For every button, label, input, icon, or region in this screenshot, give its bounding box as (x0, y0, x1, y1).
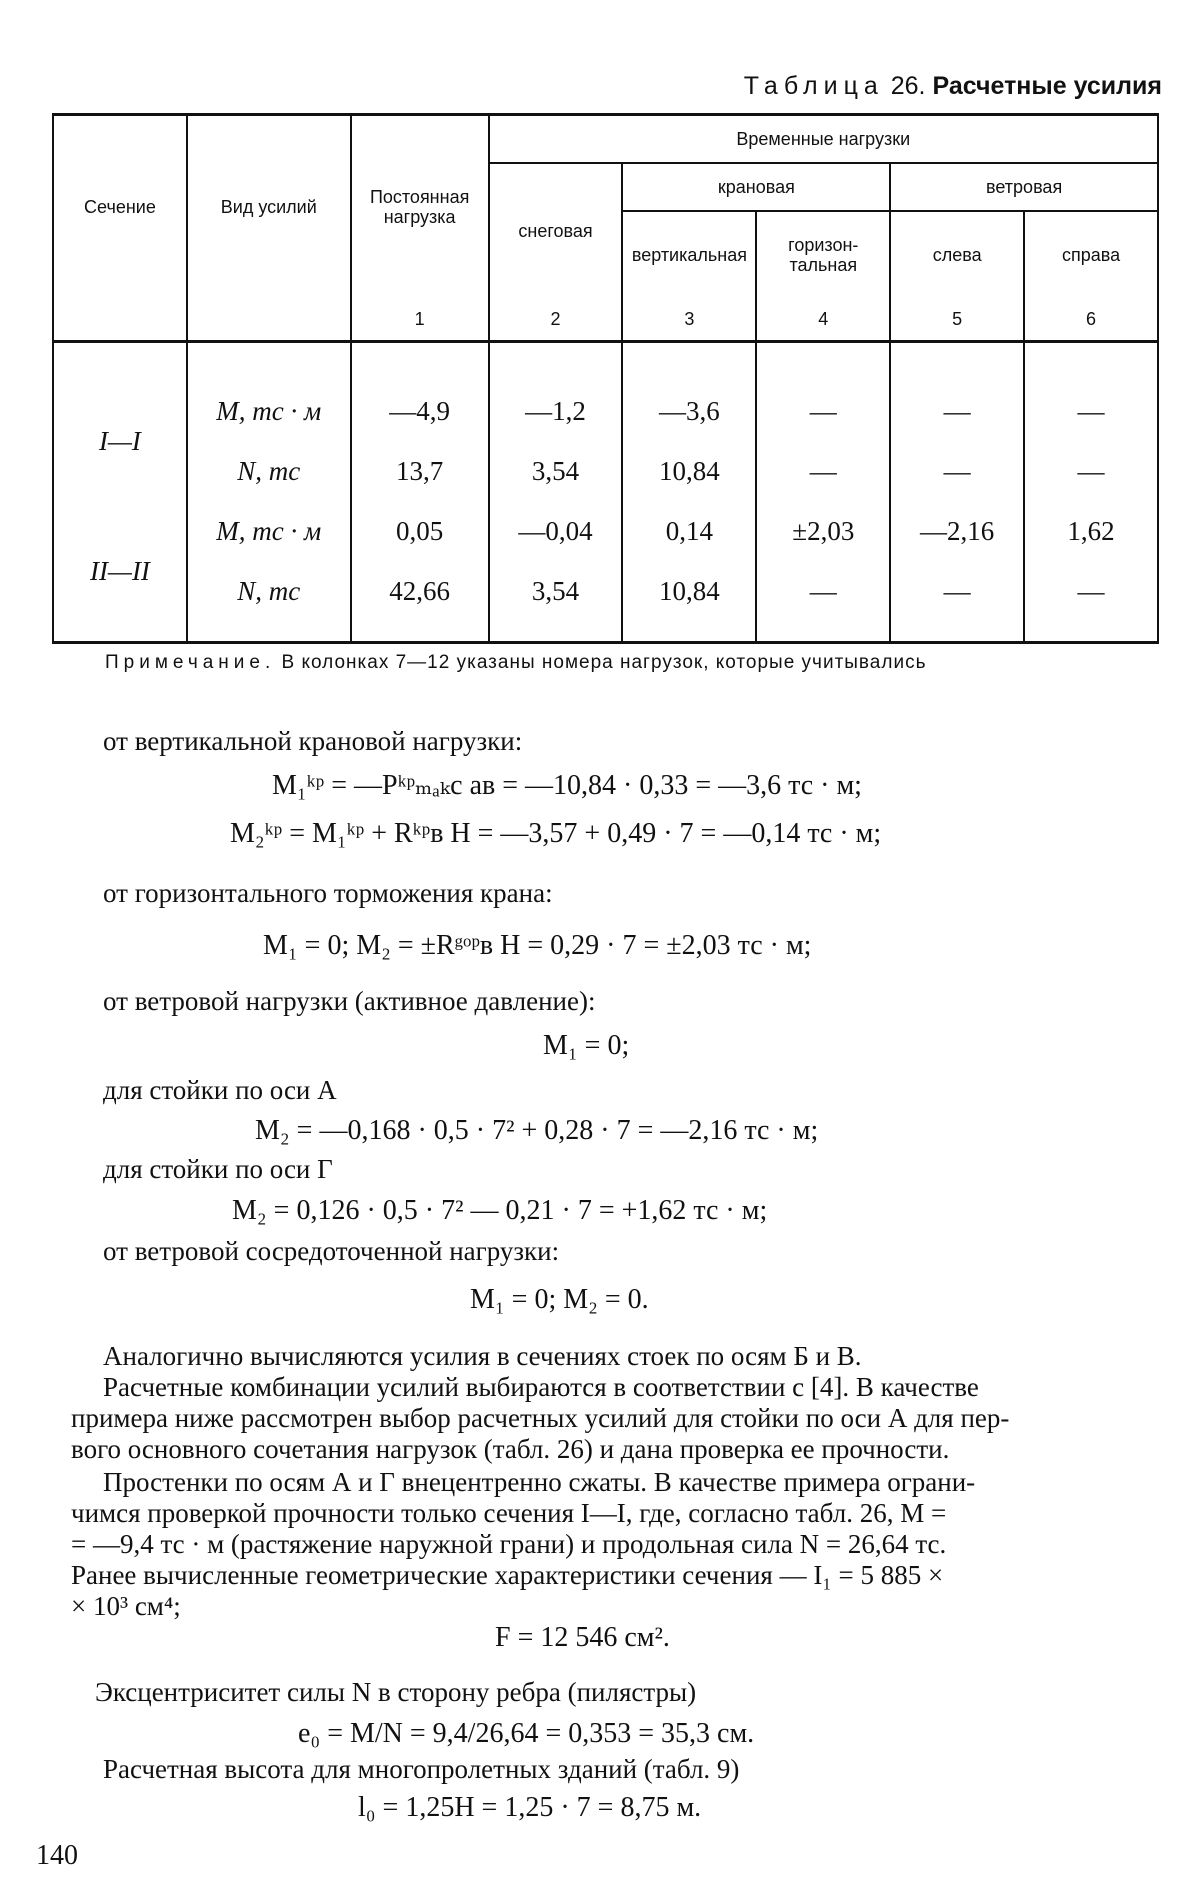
formula: l₀ = 1,25H = 1,25 · 7 = 8,75 м. (358, 1792, 702, 1823)
table-cell: —3,6 (622, 342, 756, 442)
force-label: N, тс (187, 561, 351, 643)
paragraph-line: = —9,4 тс · м (растяжение наружной грани) и продольная сила N = 26,64 тс. (71, 1529, 947, 1559)
paragraph-line: чимся проверкой прочности только сечения I—I, где, согласно табл. 26, M = (71, 1498, 947, 1528)
paragraph-line: вого основного сочетания нагрузок (табл. 26) и дана проверка ее прочности. (71, 1434, 950, 1464)
formula: M₁ = 0; (543, 1030, 630, 1061)
table-cell: 3,54 (489, 441, 623, 501)
table-cell: — (756, 561, 890, 643)
paragraph-line: Простенки по осям А и Г внецентренно сжаты. В качестве примера ограни- (103, 1467, 976, 1497)
column-number: 5 (890, 298, 1024, 342)
table-row (53, 501, 1158, 561)
text-line: для стойки по оси А (103, 1075, 337, 1105)
table-cell: — (1024, 441, 1158, 501)
force-label: M, тс · м (187, 501, 351, 561)
formula: M₂ = 0,126 · 0,5 · 7² — 0,21 · 7 = +1,62 тс · м; (232, 1195, 768, 1226)
table-cell: 42,66 (351, 561, 489, 643)
column-number: 1 (351, 298, 489, 342)
paragraph-line: Расчетные комбинации усилий выбираются в соответствии с [4]. В качестве (103, 1372, 979, 1402)
header-vertical: вертикальная (622, 211, 756, 298)
column-number: 3 (622, 298, 756, 342)
formula: M₁ᵏᵖ = —Pᵏᵖₘₐₖc aв = —10,84 · 0,33 = —3,6 тс · м; (272, 770, 862, 801)
table-caption (744, 72, 1162, 101)
column-number: 2 (489, 298, 623, 342)
text-line: от ветровой сосредоточенной нагрузки: (103, 1236, 560, 1266)
formula: F = 12 546 см². (495, 1622, 670, 1653)
table-cell: — (890, 342, 1024, 442)
header-force-type: Вид усилий (187, 115, 351, 299)
note-label: Примечание. (105, 652, 276, 673)
table-cell: — (756, 342, 890, 442)
text-line: от ветровой нагрузки (активное давление): (103, 986, 596, 1016)
table-cell: 3,54 (489, 561, 623, 643)
table-cell: 1,62 (1024, 501, 1158, 561)
section-label: II—II (53, 501, 187, 643)
text-line: для стойки по оси Г (103, 1154, 333, 1184)
text-line: от горизонтального торможения крана: (103, 878, 553, 908)
table-row (53, 342, 1158, 442)
paragraph-line: Аналогично вычисляются усилия в сечениях стоек по осям Б и В. (103, 1341, 862, 1371)
table-cell: — (1024, 342, 1158, 442)
paragraph-line: примера ниже рассмотрен выбор расчетных усилий для стойки по оси А для пер- (71, 1403, 1010, 1433)
table-cell: ±2,03 (756, 501, 890, 561)
table-row (53, 561, 1158, 643)
text-line: от вертикальной крановой нагрузки: (103, 726, 523, 756)
header-temporary: Временные нагрузки (489, 115, 1158, 164)
formula: M₂ = —0,168 · 0,5 · 7² + 0,28 · 7 = —2,16 тс · м; (255, 1115, 819, 1146)
header-snow: снеговая (489, 163, 623, 298)
table-note (105, 652, 926, 674)
paragraph-line: Ранее вычисленные геометрические характеристики сечения — I₁ = 5 885 × (71, 1560, 944, 1590)
table-cell: 10,84 (622, 561, 756, 643)
formula: e₀ = M/N = 9,4/26,64 = 0,353 = 35,3 см. (298, 1718, 755, 1749)
caption-label: Таблица (743, 72, 884, 100)
column-number: 6 (1024, 298, 1158, 342)
table-cell: —4,9 (351, 342, 489, 442)
load-table (52, 113, 1159, 644)
note-text: В колонках 7—12 указаны номера нагрузок, которые учитывались (281, 652, 927, 673)
column-number: 4 (756, 298, 890, 342)
header-left: слева (890, 211, 1024, 298)
header-permanent: Постоянная нагрузка (351, 115, 489, 299)
table-row (53, 441, 1158, 501)
formula: M₁ = 0; M₂ = ±Rᵍᵒᵖв H = 0,29 · 7 = ±2,03 тс · м; (263, 930, 812, 961)
table-cell: —2,16 (890, 501, 1024, 561)
text-line: Расчетная высота для многопролетных зданий (табл. 9) (103, 1754, 740, 1784)
table-cell: — (1024, 561, 1158, 643)
header-horizontal: горизонтальная (756, 211, 890, 298)
table-cell: 0,14 (622, 501, 756, 561)
table-cell: 10,84 (622, 441, 756, 501)
force-label: N, тс (187, 441, 351, 501)
table-cell: — (890, 441, 1024, 501)
header-section: Сечение (53, 115, 187, 299)
force-label: M, тс · м (187, 342, 351, 442)
column-numbers-row (53, 298, 1158, 342)
table-cell: 0,05 (351, 501, 489, 561)
header-crane: крановая (622, 163, 890, 211)
table-cell: —0,04 (489, 501, 623, 561)
table-cell: 13,7 (351, 441, 489, 501)
text-line: Эксцентриситет силы N в сторону ребра (пилястры) (95, 1677, 697, 1707)
header-right: справа (1024, 211, 1158, 298)
table-cell: —1,2 (489, 342, 623, 442)
caption-title: Расчетные усилия (932, 72, 1162, 100)
caption-number: 26. (890, 72, 926, 100)
section-label: I—I (53, 342, 187, 502)
formula: M₁ = 0; M₂ = 0. (470, 1284, 649, 1315)
formula: M₂ᵏᵖ = M₁ᵏᵖ + Rᵏᵖв H = —3,57 + 0,49 · 7 = —0,14 тс · м; (230, 818, 882, 849)
paragraph-line: × 10³ см⁴; (71, 1591, 181, 1621)
page-number: 140 (36, 1840, 78, 1871)
table-cell: — (756, 441, 890, 501)
table-cell: — (890, 561, 1024, 643)
header-wind: ветровая (890, 163, 1158, 211)
